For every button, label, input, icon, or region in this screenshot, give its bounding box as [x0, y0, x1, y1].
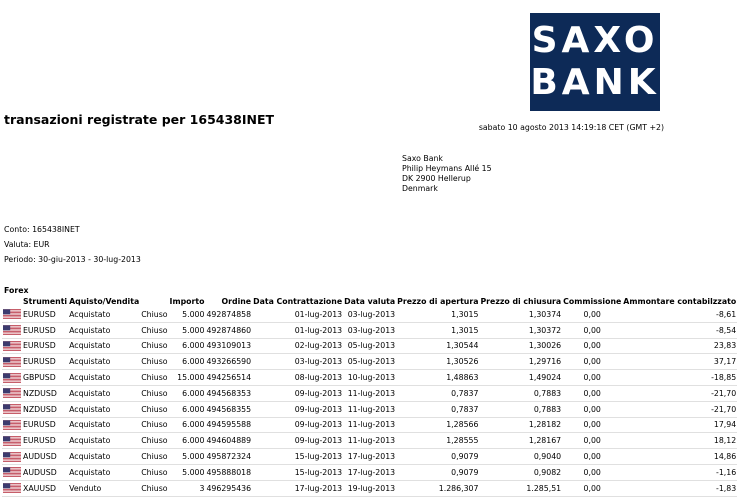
- cell-prezzo-apertura: 1,28566: [396, 417, 479, 433]
- cell-strumento: EURUSD: [22, 354, 68, 370]
- cell-prezzo-chiusura: 1,29716: [479, 354, 562, 370]
- cell-strumento: NZDUSD: [22, 401, 68, 417]
- cell-stato: Chiuso: [140, 322, 168, 338]
- cell-flag: [2, 307, 22, 322]
- cell-prezzo-chiusura: 0,9040: [479, 449, 562, 465]
- col-ammontare: Ammontare contabilzzato: [623, 296, 737, 306]
- address-line: Philip Heymans Allé 15: [402, 164, 492, 173]
- account-currency: Valuta: EUR: [4, 240, 50, 249]
- cell-prezzo-chiusura: 1.285,51: [479, 480, 562, 496]
- cell-commissione: 0,00: [562, 307, 622, 322]
- cell-ammontare: -1,83: [622, 480, 737, 496]
- cell-stato: Chiuso: [140, 370, 168, 386]
- cell-flag: [2, 354, 22, 370]
- cell-ordine: 493266590: [205, 354, 252, 370]
- cell-ammontare: 17,94: [622, 417, 737, 433]
- cell-importo: 5.000: [169, 322, 206, 338]
- cell-data-valuta: 11-lug-2013: [343, 401, 396, 417]
- cell-importo: 15.000: [169, 370, 206, 386]
- cell-importo: 3: [169, 480, 206, 496]
- cell-flag: [2, 464, 22, 480]
- cell-acquisto-vendita: Acquistato: [68, 385, 140, 401]
- cell-commissione: 0,00: [562, 464, 622, 480]
- cell-prezzo-apertura: 0,7837: [396, 401, 479, 417]
- cell-ordine: 495872324: [205, 449, 252, 465]
- us-flag-icon: [3, 420, 21, 430]
- logo-line-1: SAXO: [531, 20, 659, 61]
- cell-data-contrattazione: 09-lug-2013: [252, 401, 343, 417]
- cell-strumento: EURUSD: [22, 433, 68, 449]
- cell-importo: 5.000: [169, 464, 206, 480]
- table-row: [2, 480, 737, 496]
- col-data-valuta: Data valuta: [344, 296, 396, 306]
- table-row: [2, 417, 737, 433]
- cell-ammontare: 18,12: [622, 433, 737, 449]
- cell-data-contrattazione: 08-lug-2013: [252, 370, 343, 386]
- cell-commissione: 0,00: [562, 354, 622, 370]
- cell-flag: [2, 322, 22, 338]
- cell-ordine: 492874858: [205, 307, 252, 322]
- cell-ordine: 494595588: [205, 417, 252, 433]
- cell-prezzo-chiusura: 1,49024: [479, 370, 562, 386]
- cell-data-valuta: 19-lug-2013: [343, 480, 396, 496]
- report-datetime: sabato 10 agosto 2013 14:19:18 CET (GMT +2): [478, 123, 664, 132]
- cell-strumento: AUDUSD: [22, 464, 68, 480]
- col-stato: [140, 295, 168, 307]
- cell-prezzo-chiusura: 0,9082: [479, 464, 562, 480]
- cell-ammontare: -8,61: [622, 307, 737, 322]
- col-prezzo-chiusura: Prezzo di chiusura: [480, 296, 562, 306]
- cell-commissione: 0,00: [562, 480, 622, 496]
- cell-ordine: 492874860: [205, 322, 252, 338]
- cell-acquisto-vendita: Acquistato: [68, 338, 140, 354]
- cell-commissione: 0,00: [562, 338, 622, 354]
- cell-flag: [2, 417, 22, 433]
- cell-prezzo-apertura: 0,7837: [396, 385, 479, 401]
- account-number: Conto: 165438INET: [4, 225, 80, 234]
- cell-prezzo-chiusura: 1,30372: [479, 322, 562, 338]
- cell-prezzo-chiusura: 1,30026: [479, 338, 562, 354]
- cell-ordine: 494256514: [205, 370, 252, 386]
- cell-prezzo-apertura: 1,30544: [396, 338, 479, 354]
- cell-stato: Chiuso: [140, 385, 168, 401]
- page-title: transazioni registrate per 165438INET: [4, 112, 275, 127]
- cell-commissione: 0,00: [562, 433, 622, 449]
- cell-ammontare: 37,17: [622, 354, 737, 370]
- us-flag-icon: [3, 467, 21, 477]
- cell-ammontare: -18,85: [622, 370, 737, 386]
- cell-commissione: 0,00: [562, 370, 622, 386]
- cell-ordine: 494568355: [205, 401, 252, 417]
- cell-prezzo-chiusura: 1,28167: [479, 433, 562, 449]
- cell-stato: Chiuso: [140, 307, 168, 322]
- table-row: [2, 449, 737, 465]
- cell-importo: 6.000: [169, 433, 206, 449]
- cell-data-valuta: 11-lug-2013: [343, 417, 396, 433]
- cell-flag: [2, 480, 22, 496]
- cell-prezzo-apertura: 1,48863: [396, 370, 479, 386]
- cell-acquisto-vendita: Acquistato: [68, 449, 140, 465]
- us-flag-icon: [3, 325, 21, 335]
- cell-data-contrattazione: 17-lug-2013: [252, 480, 343, 496]
- cell-prezzo-chiusura: 0,7883: [479, 385, 562, 401]
- table-row: [2, 401, 737, 417]
- cell-commissione: 0,00: [562, 322, 622, 338]
- cell-prezzo-apertura: 0,9079: [396, 449, 479, 465]
- cell-data-valuta: 05-lug-2013: [343, 354, 396, 370]
- address-line: Denmark: [402, 184, 438, 193]
- cell-acquisto-vendita: Acquistato: [68, 307, 140, 322]
- us-flag-icon: [3, 436, 21, 446]
- table-row: [2, 464, 737, 480]
- cell-ordine: 495888018: [205, 464, 252, 480]
- us-flag-icon: [3, 357, 21, 367]
- col-importo: Importo: [169, 296, 205, 306]
- cell-prezzo-apertura: 0,9079: [396, 464, 479, 480]
- cell-importo: 6.000: [169, 417, 206, 433]
- saxo-bank-logo: [530, 13, 660, 111]
- cell-data-valuta: 03-lug-2013: [343, 322, 396, 338]
- col-data-contrattazione: Data Contrattazione: [253, 296, 343, 306]
- cell-flag: [2, 401, 22, 417]
- cell-stato: Chiuso: [140, 354, 168, 370]
- cell-ordine: 494604889: [205, 433, 252, 449]
- us-flag-icon: [3, 341, 21, 351]
- cell-strumento: EURUSD: [22, 417, 68, 433]
- cell-data-contrattazione: 02-lug-2013: [252, 338, 343, 354]
- cell-prezzo-apertura: 1.286,307: [396, 480, 479, 496]
- us-flag-icon: [3, 452, 21, 462]
- cell-prezzo-apertura: 1,3015: [396, 307, 479, 322]
- cell-flag: [2, 338, 22, 354]
- section-title: Forex: [4, 286, 29, 295]
- cell-data-contrattazione: 09-lug-2013: [252, 385, 343, 401]
- cell-data-contrattazione: 15-lug-2013: [252, 464, 343, 480]
- cell-data-valuta: 17-lug-2013: [343, 464, 396, 480]
- cell-acquisto-vendita: Acquistato: [68, 417, 140, 433]
- cell-prezzo-chiusura: 1,28182: [479, 417, 562, 433]
- cell-strumento: XAUUSD: [22, 480, 68, 496]
- us-flag-icon: [3, 388, 21, 398]
- cell-importo: 5.000: [169, 449, 206, 465]
- table-row: [2, 385, 737, 401]
- us-flag-icon: [3, 309, 21, 319]
- cell-strumento: AUDUSD: [22, 449, 68, 465]
- cell-stato: Chiuso: [140, 464, 168, 480]
- transactions-table: [2, 295, 737, 497]
- cell-acquisto-vendita: Acquistato: [68, 401, 140, 417]
- table-row: [2, 370, 737, 386]
- account-period: Periodo: 30-giu-2013 - 30-lug-2013: [4, 255, 141, 264]
- cell-strumento: NZDUSD: [22, 385, 68, 401]
- cell-acquisto-vendita: Venduto: [68, 480, 140, 496]
- cell-data-contrattazione: 09-lug-2013: [252, 417, 343, 433]
- col-strumenti: Strumenti: [23, 296, 68, 306]
- cell-prezzo-apertura: 1,3015: [396, 322, 479, 338]
- cell-data-valuta: 17-lug-2013: [343, 449, 396, 465]
- cell-data-valuta: 03-lug-2013: [343, 307, 396, 322]
- cell-strumento: EURUSD: [22, 338, 68, 354]
- cell-commissione: 0,00: [562, 385, 622, 401]
- cell-commissione: 0,00: [562, 401, 622, 417]
- address-line: DK 2900 Hellerup: [402, 174, 471, 183]
- col-prezzo-apertura: Prezzo di apertura: [397, 296, 479, 306]
- table-header-row: [2, 295, 737, 307]
- cell-ordine: 496295436: [205, 480, 252, 496]
- cell-strumento: EURUSD: [22, 322, 68, 338]
- cell-stato: Chiuso: [140, 401, 168, 417]
- cell-acquisto-vendita: Acquistato: [68, 370, 140, 386]
- cell-ordine: 493109013: [205, 338, 252, 354]
- cell-data-valuta: 11-lug-2013: [343, 385, 396, 401]
- cell-importo: 6.000: [169, 338, 206, 354]
- cell-commissione: 0,00: [562, 417, 622, 433]
- cell-ammontare: -1,16: [622, 464, 737, 480]
- cell-ammontare: 14,86: [622, 449, 737, 465]
- cell-prezzo-chiusura: 0,7883: [479, 401, 562, 417]
- cell-data-contrattazione: 01-lug-2013: [252, 307, 343, 322]
- cell-stato: Chiuso: [140, 338, 168, 354]
- bank-address: [402, 154, 492, 194]
- cell-data-valuta: 11-lug-2013: [343, 433, 396, 449]
- cell-data-contrattazione: 15-lug-2013: [252, 449, 343, 465]
- col-flag: [2, 295, 22, 307]
- cell-importo: 6.000: [169, 354, 206, 370]
- cell-stato: Chiuso: [140, 417, 168, 433]
- cell-flag: [2, 385, 22, 401]
- cell-data-valuta: 10-lug-2013: [343, 370, 396, 386]
- cell-ammontare: -21,70: [622, 385, 737, 401]
- table-row: [2, 307, 737, 322]
- cell-strumento: GBPUSD: [22, 370, 68, 386]
- cell-ammontare: -8,54: [622, 322, 737, 338]
- table-row: [2, 433, 737, 449]
- cell-flag: [2, 433, 22, 449]
- cell-ammontare: -21,70: [622, 401, 737, 417]
- cell-data-contrattazione: 01-lug-2013: [252, 322, 343, 338]
- cell-data-valuta: 05-lug-2013: [343, 338, 396, 354]
- cell-acquisto-vendita: Acquistato: [68, 433, 140, 449]
- cell-importo: 6.000: [169, 401, 206, 417]
- cell-strumento: EURUSD: [22, 307, 68, 322]
- logo-line-2: BANK: [530, 62, 660, 103]
- cell-stato: Chiuso: [140, 480, 168, 496]
- cell-stato: Chiuso: [140, 449, 168, 465]
- cell-prezzo-apertura: 1,30526: [396, 354, 479, 370]
- col-acquisto-vendita: Aquisto/Vendita: [69, 296, 140, 306]
- us-flag-icon: [3, 483, 21, 493]
- cell-flag: [2, 449, 22, 465]
- cell-commissione: 0,00: [562, 449, 622, 465]
- table-row: [2, 354, 737, 370]
- account-info: [4, 222, 141, 267]
- cell-data-contrattazione: 09-lug-2013: [252, 433, 343, 449]
- cell-importo: 6.000: [169, 385, 206, 401]
- cell-acquisto-vendita: Acquistato: [68, 354, 140, 370]
- table-row: [2, 338, 737, 354]
- cell-acquisto-vendita: Acquistato: [68, 322, 140, 338]
- cell-flag: [2, 370, 22, 386]
- us-flag-icon: [3, 373, 21, 383]
- cell-ordine: 494568353: [205, 385, 252, 401]
- cell-ammontare: 23,83: [622, 338, 737, 354]
- col-ordine: Ordine: [221, 296, 252, 306]
- table-row: [2, 322, 737, 338]
- cell-data-contrattazione: 03-lug-2013: [252, 354, 343, 370]
- cell-importo: 5.000: [169, 307, 206, 322]
- us-flag-icon: [3, 404, 21, 414]
- cell-acquisto-vendita: Acquistato: [68, 464, 140, 480]
- cell-prezzo-apertura: 1,28555: [396, 433, 479, 449]
- cell-prezzo-chiusura: 1,30374: [479, 307, 562, 322]
- cell-stato: Chiuso: [140, 433, 168, 449]
- col-commissione: Commissione: [563, 296, 622, 306]
- address-line: Saxo Bank: [402, 154, 443, 163]
